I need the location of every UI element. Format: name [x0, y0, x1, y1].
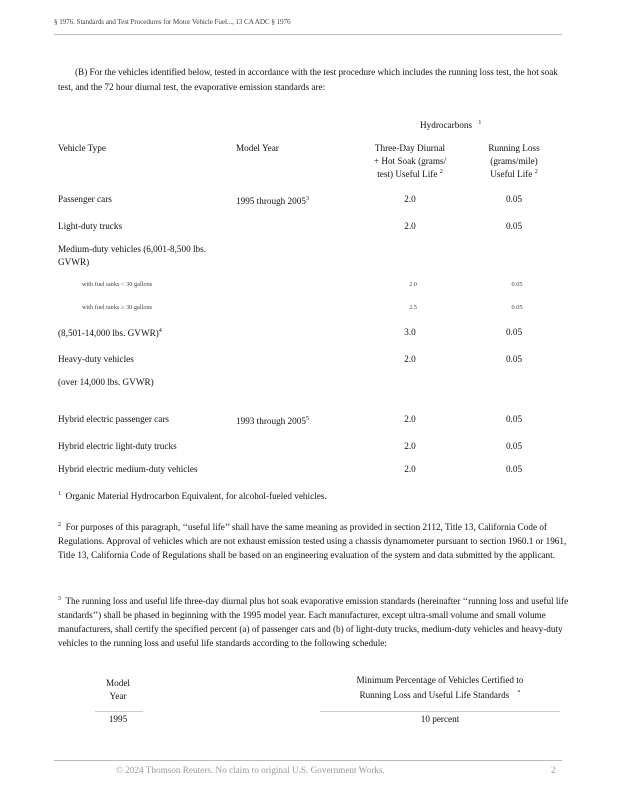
footnote-1: $^1$ Organic Material Hydrocarbon Equivalent, for alcohol-fueled vehicles. — [58, 490, 327, 501]
row-vehicle: Light-duty trucks — [58, 221, 123, 231]
row-model: 1993 through 2005$^5$ — [236, 415, 309, 426]
schedule-col-percentage: Minimum Percentage of Vehicles Certified to Running Loss and Useful Life Standards * — [356, 675, 524, 700]
row-diurnal: 2.0 — [409, 281, 417, 288]
row-diurnal: 2.0 — [404, 441, 416, 451]
row-diurnal: 2.5 — [409, 304, 417, 311]
schedule-row-pct: 10 percent — [420, 714, 460, 724]
row-vehicle: Hybrid electric medium-duty vehicles — [58, 464, 198, 474]
row-vehicle-sub: with fuel tanks ≥ 30 gallons — [82, 304, 153, 311]
col-model-year: Model Year — [236, 143, 279, 153]
footer-copyright: © 2024 Thomson Reuters. No claim to original U.S. Government Works. — [116, 765, 385, 775]
row-vehicle: (over 14,000 lbs. GVWR) — [58, 377, 154, 387]
row-vehicle: (8,501-14,000 lbs. GVWR)$^4$ — [58, 327, 162, 338]
row-vehicle: Passenger cars — [58, 194, 112, 204]
header-rule — [54, 34, 562, 35]
row-running: 0.05 — [505, 221, 523, 231]
intro-paragraph: (B) For the vehicles identified below, tested in accordance with the test procedure which includes the running loss test, the hot soak test, and the 72 hour diurnal test, the evaporative emission standards are: — [58, 67, 558, 92]
row-vehicle-sub: with fuel tanks < 30 gallons — [82, 281, 153, 288]
row-vehicle: Hybrid electric light-duty trucks — [58, 441, 177, 451]
row-diurnal: 3.0 — [404, 327, 416, 337]
row-diurnal: 2.0 — [404, 414, 416, 424]
col-vehicle-type: Vehicle Type — [58, 143, 106, 153]
footnote-3: $^3$ The running loss and useful life three-day diurnal plus hot soak evaporative emission standards (hereinafter ‘‘running loss and useful life standards’’) shall be phased in beginning with the 1995 model year. Each manufacturer, except ultra-small volume and small volume manufacturers, shall certify the specified percent (a) of passenger cars and (b) of light-duty trucks, medium-duty vehicles and heavy-duty vehicles to the running loss and useful life standards according to the following schedule: — [58, 595, 569, 648]
schedule-year-rule — [95, 711, 143, 712]
row-running: 0.05 — [511, 281, 523, 288]
row-running: 0.05 — [505, 354, 523, 364]
row-running: 0.05 — [505, 194, 523, 204]
col-three-day-diurnal: Three-Day Diurnal + Hot Soak (grams/ test) Useful Life $^2$ — [373, 143, 447, 179]
row-vehicle: Medium-duty vehicles (6,001-8,500 lbs. GVWR) — [58, 244, 207, 267]
hydrocarbons-header: Hydrocarbons $^1$ — [420, 119, 482, 130]
row-diurnal: 2.0 — [404, 194, 416, 204]
schedule-row-year: 1995 — [108, 714, 128, 724]
row-vehicle: Hybrid electric passenger cars — [58, 414, 169, 424]
row-diurnal: 2.0 — [404, 354, 416, 364]
row-vehicle: Heavy-duty vehicles — [58, 354, 134, 364]
col-running-loss: Running Loss (grams/mile) Useful Life $^2$ — [488, 143, 540, 179]
running-header: § 1976. Standards and Test Procedures for Motor Vehicle Fuel..., 13 CA ADC § 1976 — [54, 18, 291, 26]
footnote-2: $^2$ For purposes of this paragraph, ‘‘useful life’’ shall have the same meaning as provided in section 2112, Title 13, California Code of Regulations. Approval of vehicles which are not exhaust emission tested using a chassis dynamometer pursuant to section 1960.1 or 1961, Title 13, California Code of Regulations shall be based on an engineering evaluation of the system and data submitted by the applicant. — [58, 521, 567, 560]
row-running: 0.05 — [505, 464, 523, 474]
schedule-col-year: Model Year — [106, 678, 130, 701]
row-diurnal: 2.0 — [404, 464, 416, 474]
row-running: 0.05 — [505, 441, 523, 451]
row-running: 0.05 — [505, 327, 523, 337]
row-running: 0.05 — [505, 414, 523, 424]
row-running: 0.05 — [511, 304, 523, 311]
schedule-pct-rule — [320, 711, 560, 712]
page-number: 2 — [551, 765, 556, 775]
row-model: 1995 through 2005$^3$ — [236, 195, 309, 206]
row-diurnal: 2.0 — [404, 221, 416, 231]
footer-rule — [54, 760, 562, 761]
